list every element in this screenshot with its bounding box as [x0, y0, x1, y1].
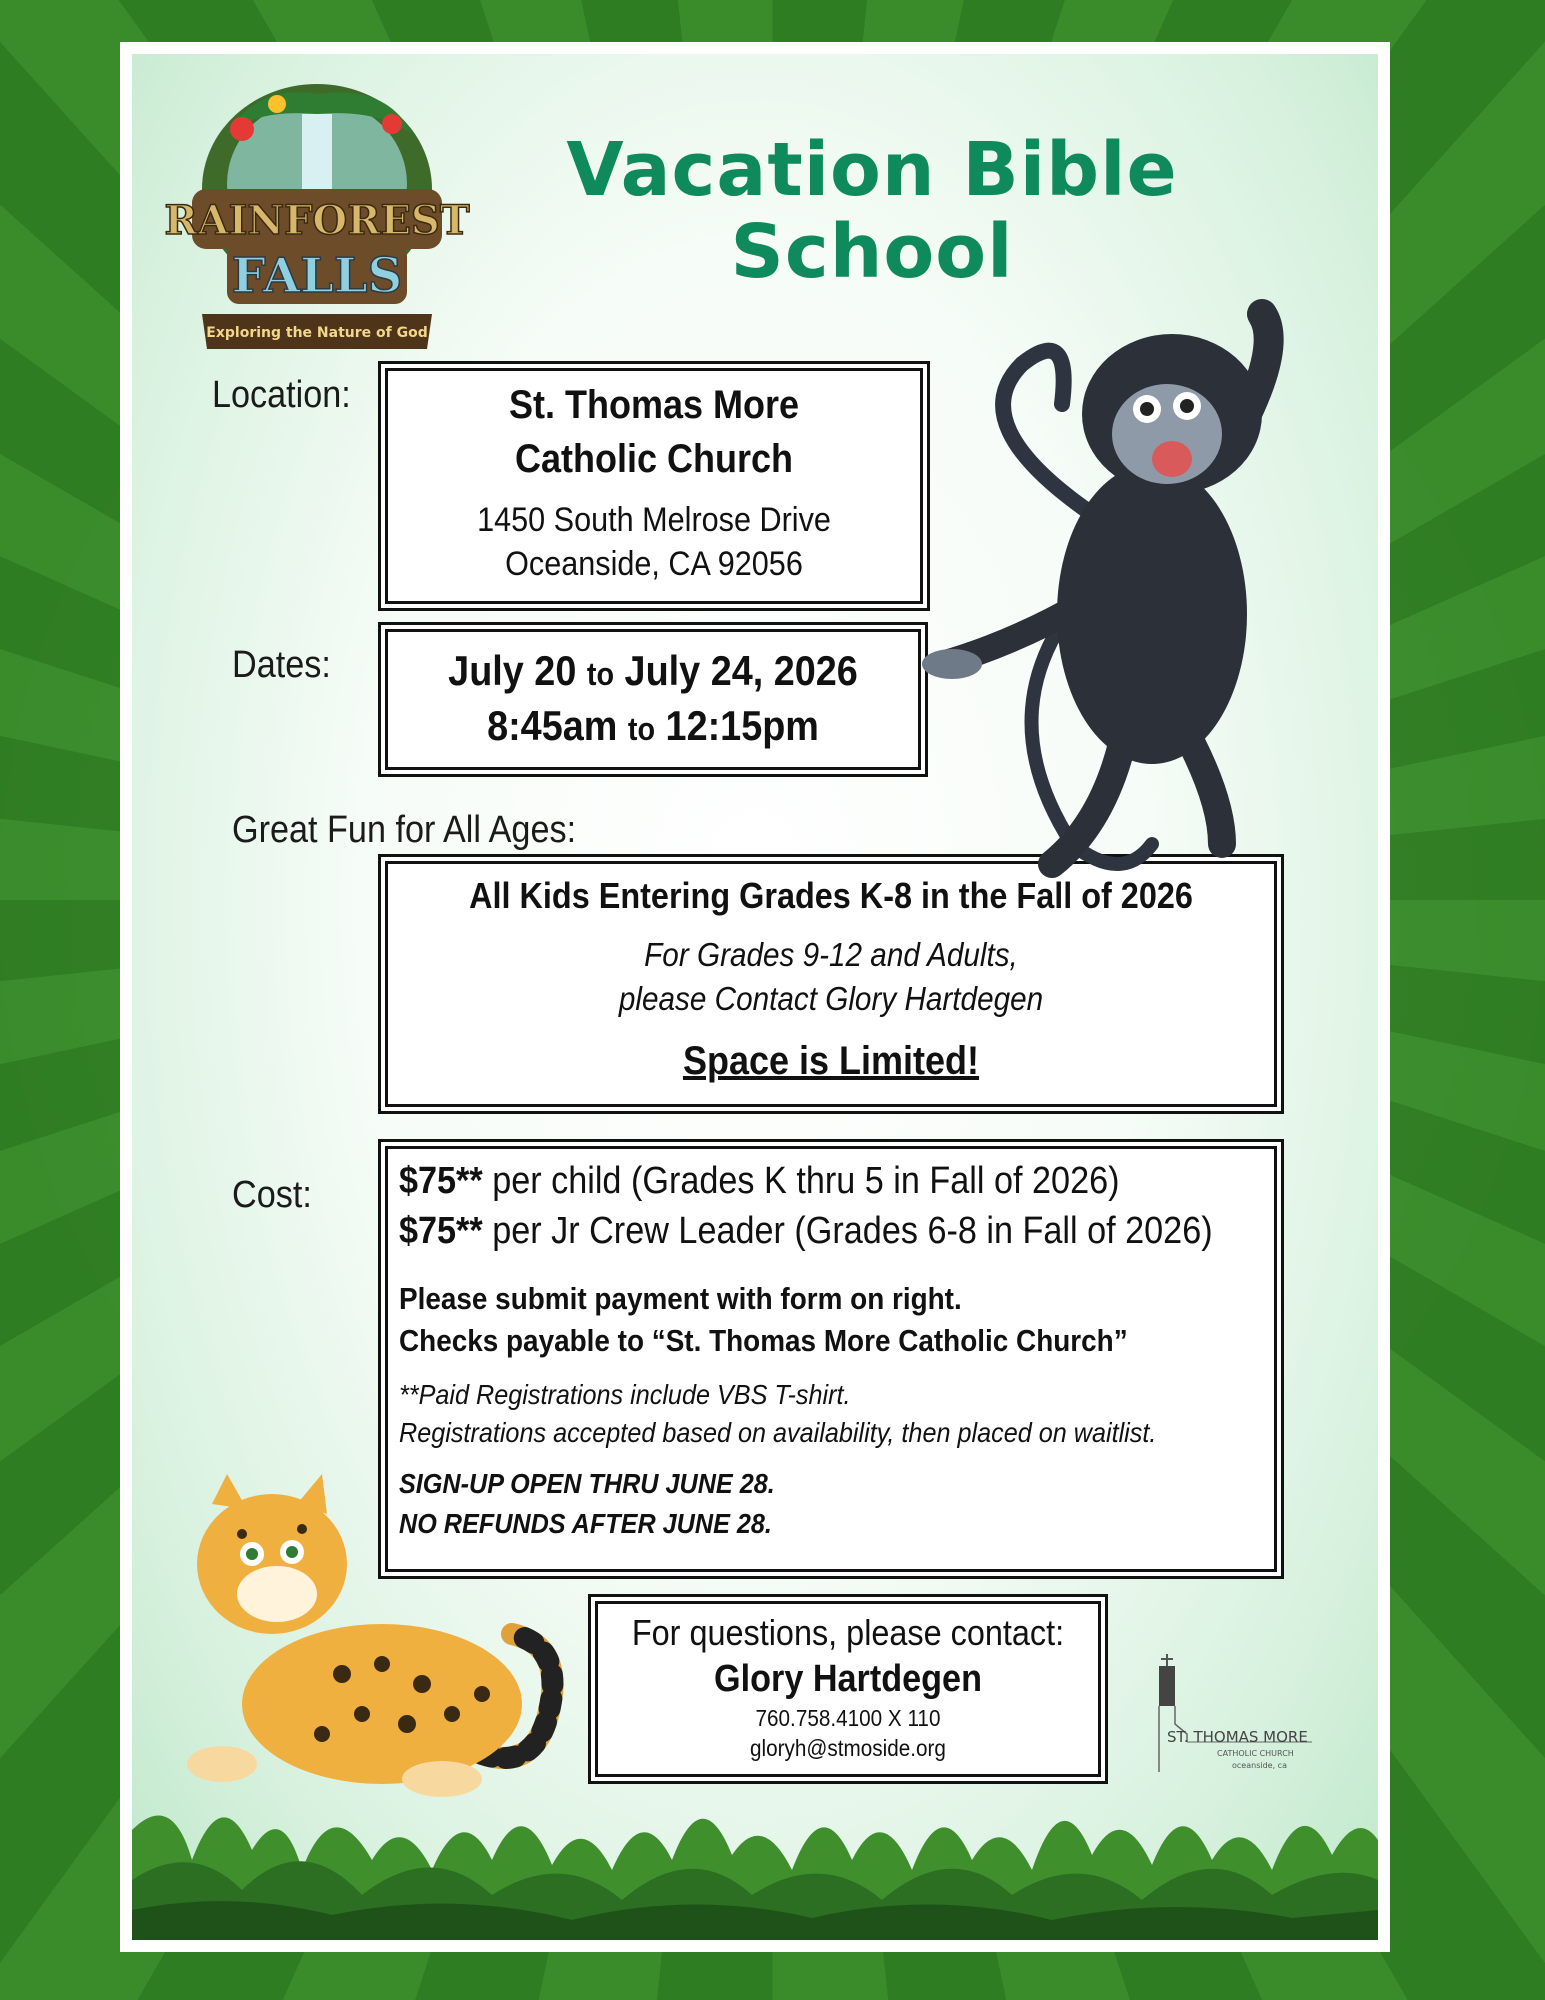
price1-desc: per child (Grades K thru 5 in Fall of 2026)	[482, 1160, 1120, 1202]
title-line2: School	[730, 209, 1014, 295]
deadline-line2: NO REFUNDS AFTER JUNE 28.	[399, 1508, 772, 1539]
price1: $75**	[399, 1160, 483, 1202]
logo-tagline: Exploring the Nature of God	[206, 325, 428, 341]
contact-intro: For questions, please contact:	[631, 1612, 1065, 1653]
contact-email: gloryh@stmoside.org	[750, 1735, 946, 1761]
price2: $75**	[399, 1210, 483, 1252]
st-thomas-more-logo	[1147, 1654, 1317, 1784]
jungle-foliage	[132, 1770, 1378, 1940]
date-start: July 20	[448, 647, 577, 694]
time-end: 12:15pm	[665, 702, 819, 749]
ages-note-line1: For Grades 9-12 and Adults,	[644, 936, 1018, 973]
time-to: to	[627, 711, 656, 747]
submit-line1: Please submit payment with form on right.	[399, 1281, 962, 1316]
cost-label: Cost:	[232, 1174, 312, 1216]
dates-label: Dates:	[232, 644, 331, 686]
time-range	[408, 700, 898, 755]
church-logo-line3: oceanside, ca	[1232, 1761, 1287, 1770]
ages-headline: All Kids Entering Grades K-8 in the Fall of 2026	[469, 875, 1193, 916]
fineprint-line1: **Paid Registrations include VBS T-shirt.	[399, 1379, 851, 1410]
address-line2: Oceanside, CA 92056	[505, 545, 803, 583]
ages-label: Great Fun for All Ages:	[232, 809, 577, 851]
dates-box	[378, 622, 928, 777]
logo-title-line1: RAINFOREST	[164, 197, 470, 244]
deadline-line1: SIGN-UP OPEN THRU JUNE 28.	[399, 1468, 775, 1499]
flyer	[120, 42, 1390, 1952]
logo-title-line2: FALLS	[231, 248, 403, 304]
ages-box	[378, 854, 1284, 1114]
rainforest-falls-logo	[164, 74, 470, 364]
church-name-line2: Catholic Church	[514, 437, 794, 481]
location-label: Location:	[212, 374, 351, 416]
location-box	[378, 361, 930, 611]
time-start: 8:45am	[487, 702, 618, 749]
cheetah-illustration	[182, 1474, 602, 1804]
flyer-background	[132, 54, 1378, 1940]
space-limited: Space is Limited!	[682, 1039, 980, 1083]
date-range	[408, 645, 898, 700]
page-title	[562, 129, 1182, 293]
cost-line2	[399, 1206, 1213, 1256]
church-name-line1: St. Thomas More	[508, 383, 800, 427]
date-end: July 24, 2026	[624, 647, 858, 694]
submit-line2: Checks payable to “St. Thomas More Catholic Church”	[399, 1323, 1128, 1358]
monkey-illustration	[922, 284, 1342, 884]
title-line1: Vacation Bible	[566, 127, 1178, 213]
church-logo-line1: ST. THOMAS MORE	[1167, 1728, 1308, 1746]
ages-note-line2: please Contact Glory Hartdegen	[618, 980, 1044, 1017]
church-logo-line2: CATHOLIC CHURCH	[1217, 1749, 1294, 1758]
contact-phone: 760.758.4100 X 110	[755, 1705, 941, 1731]
date-to: to	[586, 656, 615, 692]
cost-line1	[399, 1156, 1193, 1206]
fineprint-line2: Registrations accepted based on availability, then placed on waitlist.	[399, 1417, 1157, 1448]
address-line1: 1450 South Melrose Drive	[477, 501, 831, 539]
contact-name: Glory Hartdegen	[714, 1658, 982, 1700]
contact-box	[588, 1594, 1108, 1784]
price2-desc: per Jr Crew Leader (Grades 6-8 in Fall of 2026)	[482, 1210, 1213, 1252]
